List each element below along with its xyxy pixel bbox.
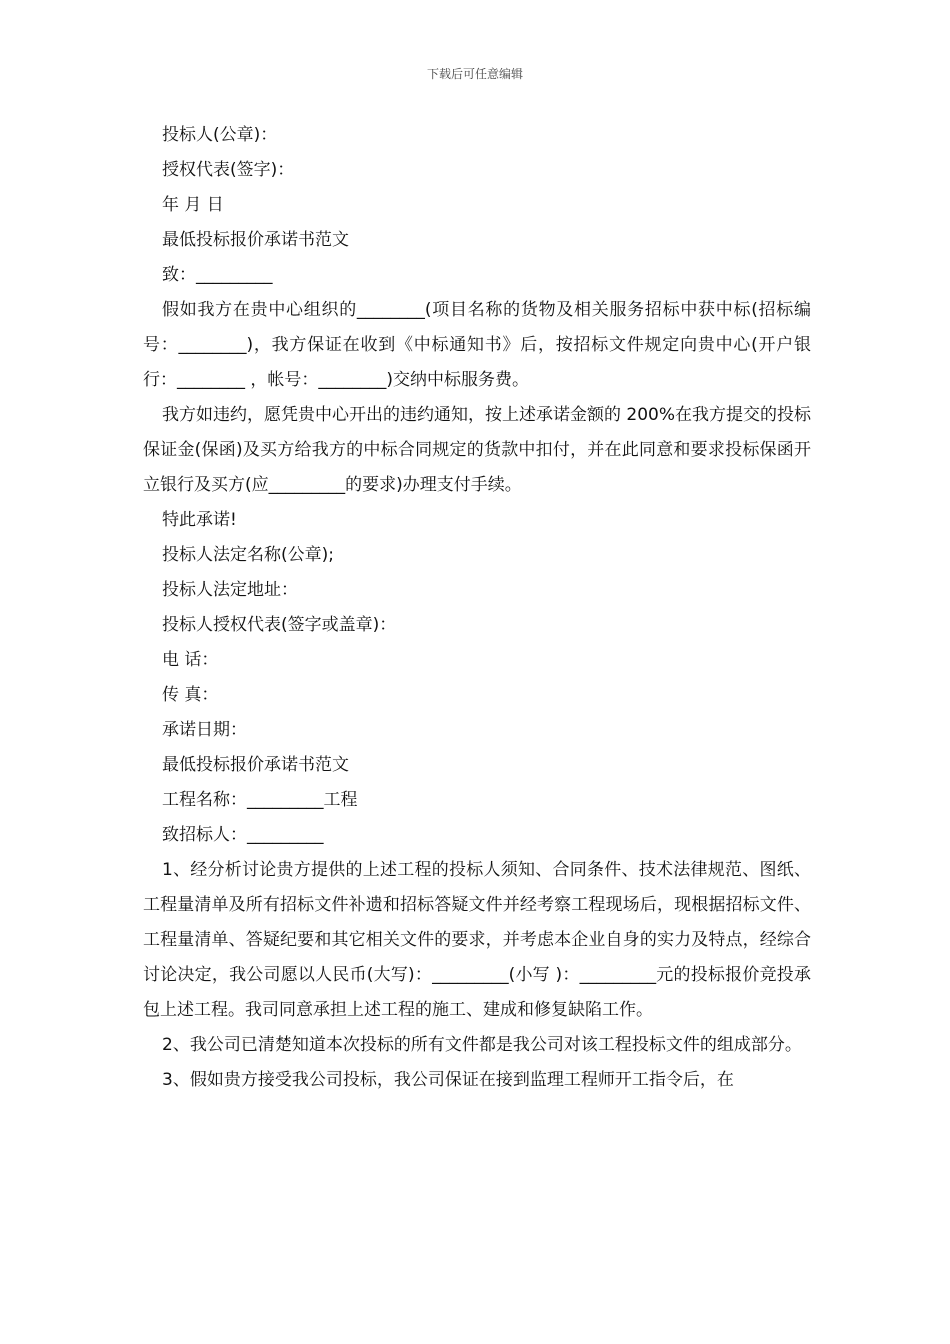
body-paragraph: 我方如违约，愿凭贵中心开出的违约通知，按上述承诺金额的 200%在我方提交的投标保证金(保函)及买方给我方的中标合同规定的货款中扣付，并在此同意和要求投标保函开立银行及买方(应_________的要求)办理支付手续。 [143, 405, 812, 495]
bidder-seal-line: 投标人(公章)： [162, 125, 278, 145]
numbered-paragraph: 1、经分析讨论贵方提供的上述工程的投标人须知、合同条件、技术法律规范、图纸、工程量清单及所有招标文件补遗和招标答疑文件并经考察工程现场后，现根据招标文件、工程量清单、答疑纪要和其它相关文件的要求，并考虑本企业自身的实力及特点，经综合讨论决定，我公司愿以人民币(大写)：_________(小写 )：_________元的投标报价竞投承包上述工程。我司同意承担上述工程的施工、建成和修复缺陷工作。 [143, 860, 811, 1020]
bidder-legal-name-line: 投标人法定名称(公章); [162, 545, 334, 565]
authorized-rep-line: 授权代表(签字)： [162, 160, 295, 180]
date-line: 年 月 日 [162, 195, 224, 215]
bidder-address-line: 投标人法定地址： [162, 580, 298, 600]
numbered-paragraph: 2、我公司已清楚知道本次投标的所有文件都是我公司对该工程投标文件的组成部分。 [162, 1035, 802, 1055]
section-title: 最低投标报价承诺书范文 [162, 230, 349, 250]
tenderee-line: 致招标人：_________ [162, 825, 324, 845]
commitment-date-line: 承诺日期： [162, 720, 247, 740]
numbered-paragraph: 3、假如贵方接受我公司投标，我公司保证在接到监理工程师开工指令后，在 [162, 1070, 734, 1090]
commitment-line: 特此承诺! [162, 510, 237, 530]
bidder-rep-signature-line: 投标人授权代表(签字或盖章)： [162, 615, 397, 635]
page-header-note: 下载后可任意编辑 [426, 67, 523, 81]
document-body [143, 118, 811, 1098]
phone-line: 电 话： [162, 650, 219, 670]
project-name-line: 工程名称：_________工程 [162, 790, 358, 810]
addressee-line: 致：_________ [162, 265, 273, 285]
section-title: 最低投标报价承诺书范文 [162, 755, 349, 775]
body-paragraph: 假如我方在贵中心组织的________(项目名称的货物及相关服务招标中获中标(招标编号：________)，我方保证在收到《中标通知书》后，按招标文件规定向贵中心(开户银行：________ ，帐号：________)交纳中标服务费。 [143, 300, 811, 390]
fax-line: 传 真： [162, 685, 219, 705]
